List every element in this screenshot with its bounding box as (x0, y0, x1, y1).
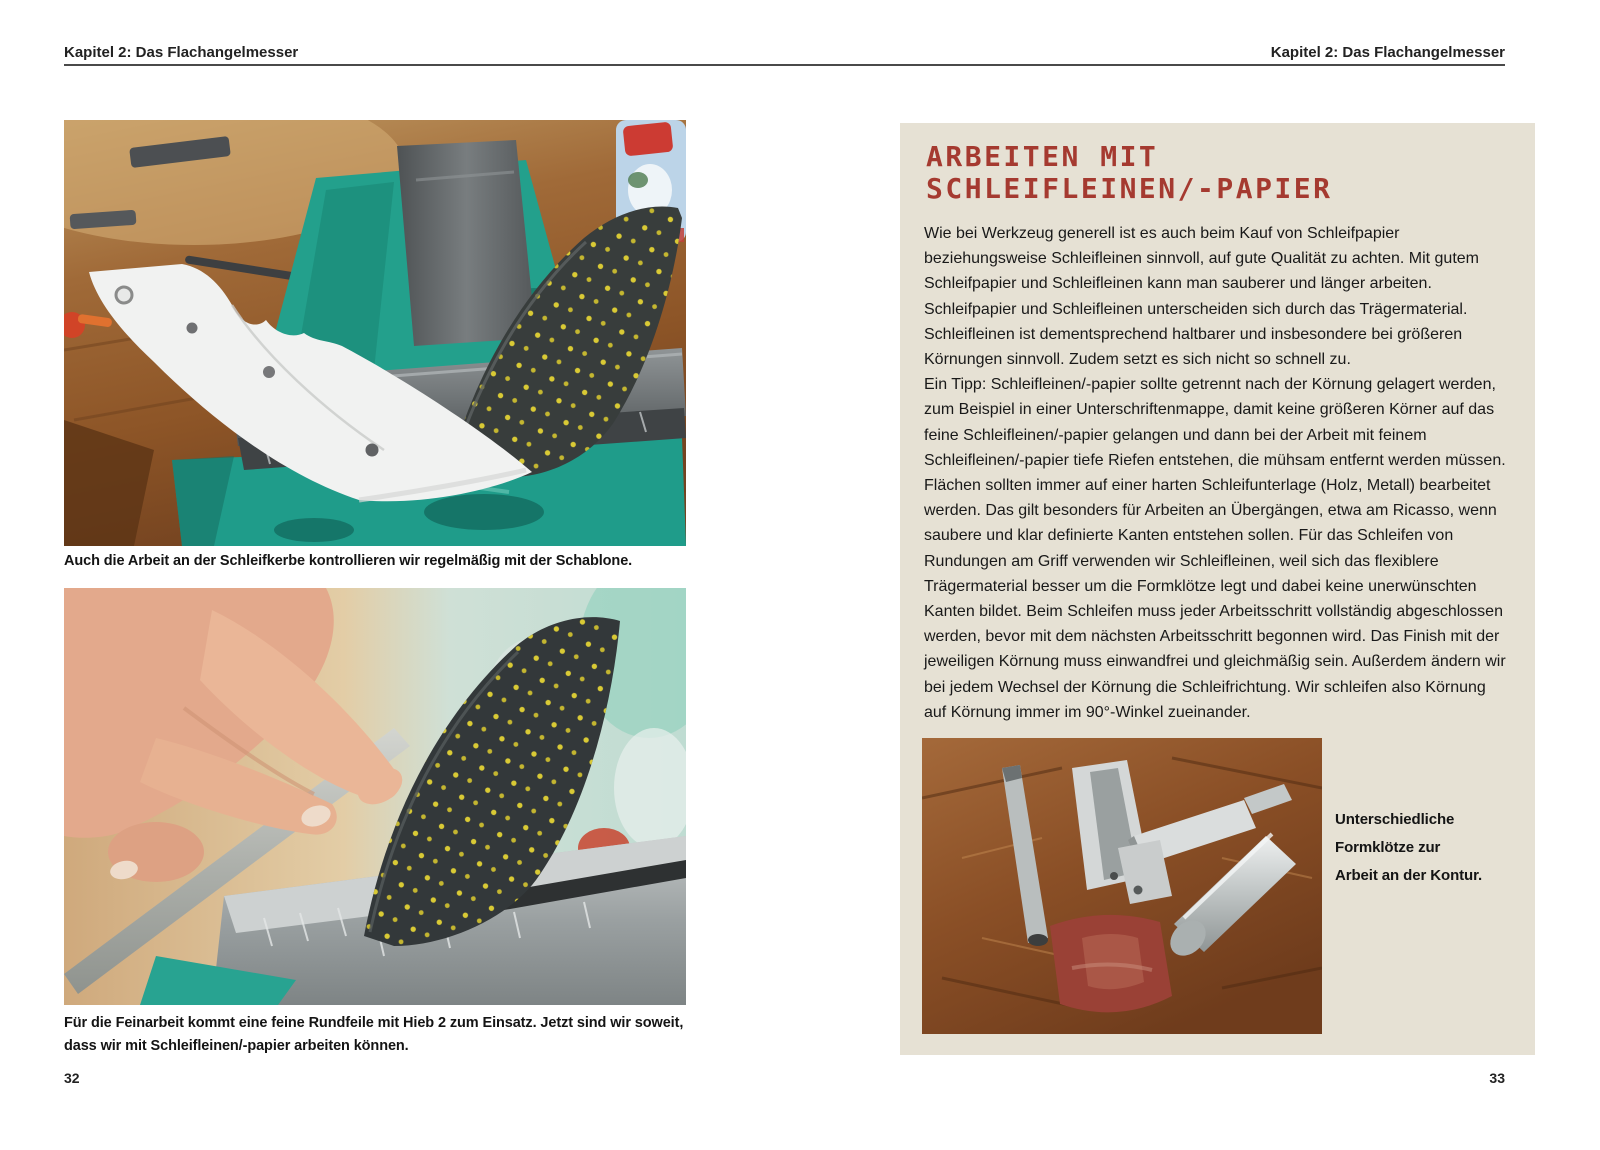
section-heading (926, 141, 1333, 205)
vise-column (397, 140, 536, 346)
sanding-block-red (1050, 915, 1172, 1012)
paragraph: Ein Tipp: Schleifleinen/-papier sollte getrennt nach der Körnung gelagert werden, zum Beispiel in einer Unterschriftenmappe, damit keine größeren Körner auf das feine Schleifleinen/-papier gelangen und dann bei der Arbeit mit feinem Schleifleinen/-papier tiefe Riefen entstehen, die mühsam entfernt werden müssen. Flächen sollten immer auf einer harten Schleifunterlage (Holz, Metall) bearbeitet werden. Das gilt besonders für Arbeiten an Übergängen, etwa am Ricasso, wenn saubere und klar definierte Kanten entstehen sollen. Für das Schleifen von Rundungen am Griff verwenden wir Schleifleinen, weil sich das flexiblere Trägermaterial besser um die Formklötze legt und dabei keine unerwünschten Kanten bildet. Beim Schleifen muss jeder Arbeitsschritt vollständig abgeschlossen werden, bevor mit dem nächsten Arbeitsschritt begonnen wird. Das Finish mit der jeweiligen Körnung muss einwandfrei und gleichmäßig sein. Außerdem ändern wir bei jedem Wechsel der Körnung die Schleifrichtung. Wir schleifen also Körnung auf Körnung immer im 90°-Winkel zueinander. (924, 376, 1506, 721)
running-header-left: Kapitel 2: Das Flachangelmesser (64, 44, 299, 61)
paragraph: Wie bei Werkzeug generell ist es auch beim Kauf von Schleifpapier beziehungsweise Schleifleinen sinnvoll, auf gute Qualität zu achten. Mit gutem Schleifpapier und Schleifleinen kann man sauberer und länger arbeiten. Schleifpapier und Schleifleinen unterscheiden sich durch das Trägermaterial. Schleifleinen ist dementsprechend haltbarer und insbesondere bei größeren Körnungen sinnvoll. Zudem setzt es sich nicht so schnell zu. (924, 225, 1479, 369)
caption-photo1: Auch die Arbeit an der Schleifkerbe kontrollieren wir regelmäßig mit der Schablone. (64, 553, 633, 569)
caption-photo2: Für die Feinarbeit kommt eine feine Rundfeile mit Hieb 2 zum Einsatz. Jetzt sind wir soweit, dass wir mit Schleifleinen/-papier arbeiten können. (64, 1015, 684, 1054)
page-number-left: 32 (64, 1070, 80, 1086)
heading-line-2: SCHLEIFLEINEN/-PAPIER (926, 172, 1333, 205)
photo-vise-knife-template-art (64, 120, 686, 546)
photo-vise-knife-template (64, 120, 686, 546)
photo-form-blocks-art (922, 738, 1322, 1034)
running-header-right: Kapitel 2: Das Flachangelmesser (1270, 44, 1505, 61)
header-rule (64, 64, 1505, 66)
photo-form-blocks (922, 738, 1322, 1034)
photo-hand-round-file-art (64, 588, 686, 1005)
caption-photo3: Unterschiedliche Formklötze zur Arbeit an der Kontur. (1335, 811, 1483, 884)
page-number-right: 33 (1489, 1070, 1505, 1086)
body-text (924, 221, 1512, 725)
heading-line-1: ARBEITEN MIT (926, 140, 1159, 173)
photo-hand-round-file (64, 588, 686, 1005)
